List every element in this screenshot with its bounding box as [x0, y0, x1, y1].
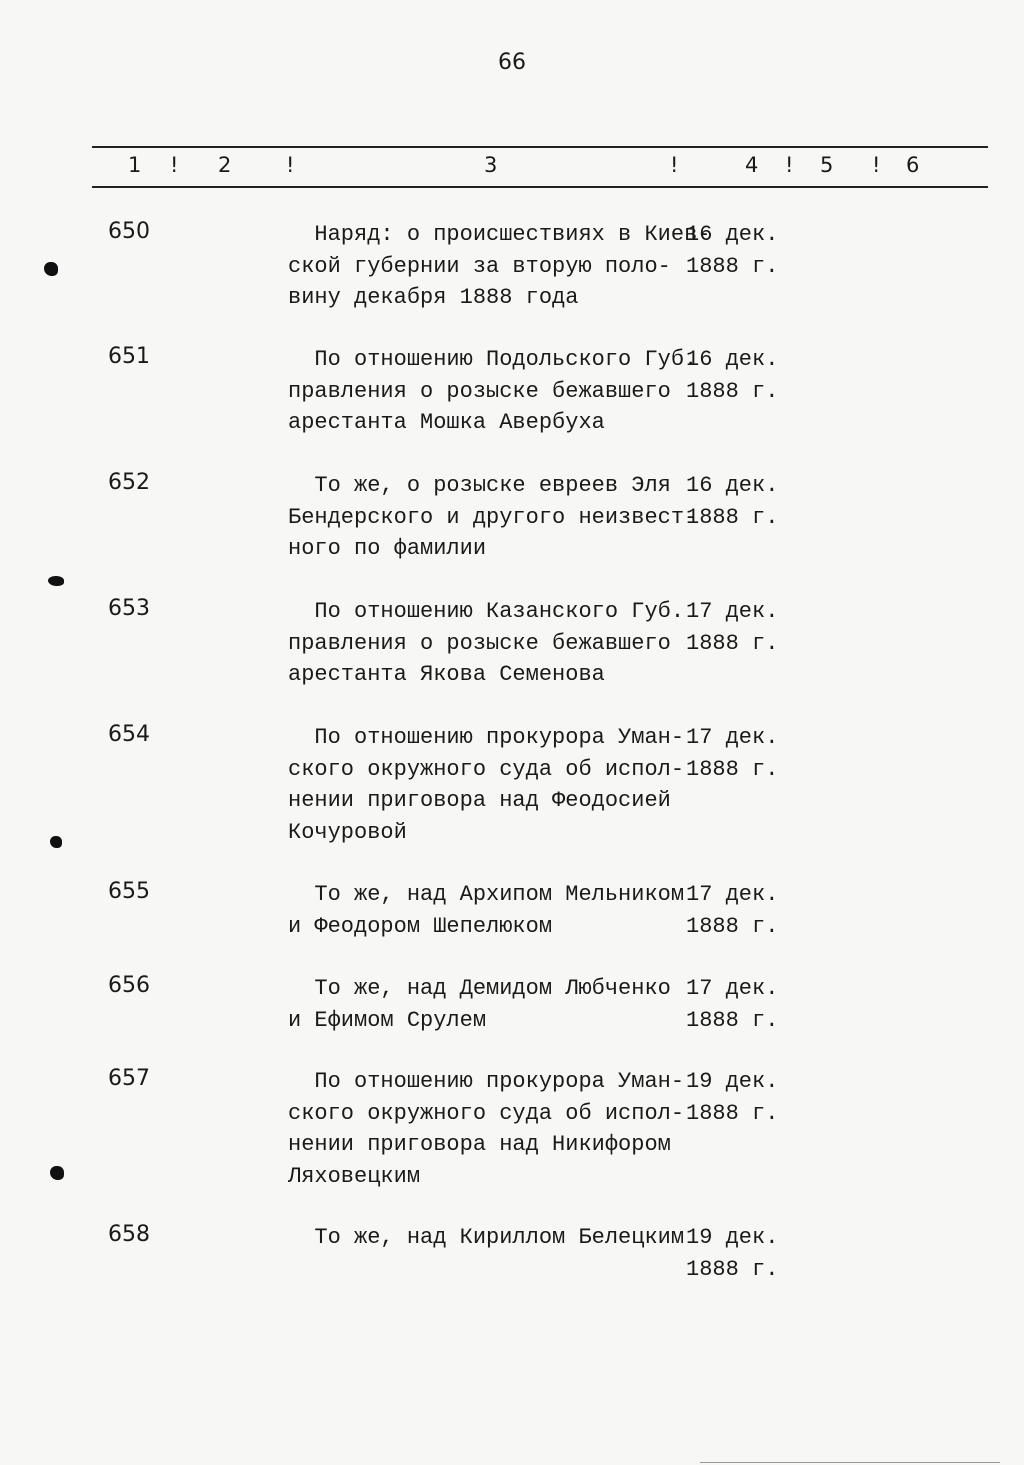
column-header-row: [0, 153, 1024, 181]
entry-description: По отношению Подольского Губ. правления о розыске бежавшего арестанта Мошка Авербуха: [288, 347, 698, 435]
punch-hole-mark: [44, 262, 58, 276]
entry-date: 16 дек. 1888 г.: [686, 222, 779, 279]
punch-hole-mark: [50, 1166, 64, 1180]
punch-hole-mark: [48, 576, 64, 586]
column-separator: !: [670, 153, 679, 177]
column-header-3: 3: [484, 153, 498, 177]
header-top-rule: [92, 146, 988, 148]
entry-number: 653: [108, 596, 150, 621]
entry-number: 652: [108, 470, 150, 495]
column-header-1: 1: [128, 153, 142, 177]
entry-date: 17 дек. 1888 г.: [686, 725, 779, 782]
column-header-4: 4: [745, 153, 759, 177]
entry-date: 16 дек. 1888 г.: [686, 473, 779, 530]
entry-description: Наряд: о происшествиях в Киев- ской губернии за вторую поло- вину декабря 1888 года: [288, 222, 711, 310]
entry-number: 658: [108, 1222, 150, 1247]
entry-date: 19 дек. 1888 г.: [686, 1225, 779, 1282]
entry-date: 17 дек. 1888 г.: [686, 599, 779, 656]
entry-number: 650: [108, 219, 150, 244]
column-separator: !: [872, 153, 881, 177]
column-header-5: 5: [820, 153, 834, 177]
entry-number: 651: [108, 344, 150, 369]
entry-number: 655: [108, 879, 150, 904]
page-number: 66: [498, 50, 526, 75]
column-separator: !: [785, 153, 794, 177]
entry-number: 656: [108, 973, 150, 998]
entry-description: То же, над Демидом Любченко и Ефимом Срулем: [288, 976, 671, 1033]
bottom-divider: [700, 1462, 1000, 1463]
punch-hole-mark: [50, 836, 62, 848]
entry-date: 17 дек. 1888 г.: [686, 882, 779, 939]
entry-date: 16 дек. 1888 г.: [686, 347, 779, 404]
entry-description: По отношению прокурора Уман- ского окружного суда об испол- нении приговора над Феодосией Кочуровой: [288, 725, 685, 845]
column-separator: !: [286, 153, 295, 177]
entry-date: 17 дек. 1888 г.: [686, 976, 779, 1033]
column-header-6: 6: [906, 153, 920, 177]
entry-number: 654: [108, 722, 150, 747]
entry-date: 19 дек. 1888 г.: [686, 1069, 779, 1126]
entry-description: То же, над Кириллом Белецким: [288, 1225, 685, 1250]
entry-description: По отношению Казанского Губ. правления о розыске бежавшего арестанта Якова Семенова: [288, 599, 685, 687]
entry-number: 657: [108, 1066, 150, 1091]
header-bottom-rule: [92, 186, 988, 188]
entry-description: То же, над Архипом Мельником и Феодором Шепелюком: [288, 882, 685, 939]
entry-description: По отношению прокурора Уман- ского окружного суда об испол- нении приговора над Никифором Ляховецким: [288, 1069, 685, 1189]
column-separator: !: [170, 153, 179, 177]
column-header-2: 2: [218, 153, 232, 177]
entry-description: То же, о розыске евреев Эля Бендерского и другого неизвест- ного по фамилии: [288, 473, 698, 561]
